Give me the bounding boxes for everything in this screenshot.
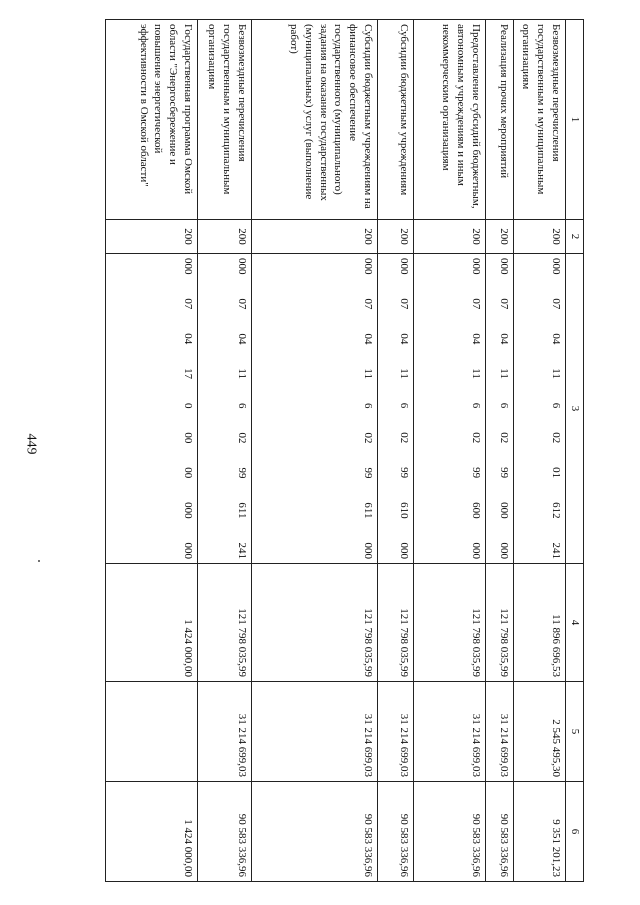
row-name: Государственная программа Омской области "Энергосбережение и повышение энергетической эффективности в Омской области"	[106, 20, 198, 220]
table-row	[514, 20, 566, 882]
row-value-6: 90 583 336,96	[414, 782, 486, 882]
scan-speck	[38, 560, 40, 562]
row-name: Реализация прочих мероприятий	[486, 20, 514, 220]
row-classification: 000 07 04 17 0 00 00 000 000	[106, 254, 198, 564]
row-value-4: 1 424 000,00	[106, 564, 198, 682]
row-code: 200	[198, 220, 252, 254]
row-value-6: 9 351 201,23	[514, 782, 566, 882]
row-value-4: 121 798 035,99	[198, 564, 252, 682]
row-value-5: 31 214 699,03	[378, 682, 414, 782]
header-col-4: 4	[566, 564, 584, 682]
table-row	[252, 20, 378, 882]
row-value-5	[106, 682, 198, 782]
row-value-4: 11 896 696,53	[514, 564, 566, 682]
row-value-6: 90 583 336,96	[486, 782, 514, 882]
row-value-5: 31 214 699,03	[414, 682, 486, 782]
budget-table	[105, 19, 584, 882]
header-col-3: 3	[566, 254, 584, 564]
row-classification: 000 07 04 11 6 02 99 610 000	[378, 254, 414, 564]
row-classification: 000 07 04 11 6 02 01 612 241	[514, 254, 566, 564]
table-row	[106, 20, 198, 882]
row-code: 200	[414, 220, 486, 254]
header-row	[566, 20, 584, 882]
header-col-1: 1	[566, 20, 584, 220]
row-value-6: 90 583 336,96	[252, 782, 378, 882]
row-value-4: 121 798 035,99	[414, 564, 486, 682]
header-col-6: 6	[566, 782, 584, 882]
row-classification: 000 07 04 11 6 02 99 600 000	[414, 254, 486, 564]
row-name: Предоставление субсидий бюджетным, автономным учреждениям и иным некоммерческим организациям	[414, 20, 486, 220]
row-value-5: 31 214 699,03	[252, 682, 378, 782]
rotated-table-container	[72, 19, 584, 881]
table-row	[414, 20, 486, 882]
row-value-5: 31 214 699,03	[486, 682, 514, 782]
row-value-6: 1 424 000,00	[106, 782, 198, 882]
row-code: 200	[252, 220, 378, 254]
row-classification: 000 07 04 11 6 02 99 611 000	[252, 254, 378, 564]
page-number: 449	[23, 433, 39, 455]
header-col-2: 2	[566, 220, 584, 254]
row-classification: 000 07 04 11 6 02 99 000 000	[486, 254, 514, 564]
row-code: 200	[378, 220, 414, 254]
row-value-4: 121 798 035,99	[486, 564, 514, 682]
row-value-4: 121 798 035,99	[252, 564, 378, 682]
row-name: Безвозмездные перечисления государственным и муниципальным организациям	[514, 20, 566, 220]
row-classification: 000 07 04 11 6 02 99 611 241	[198, 254, 252, 564]
table-row	[378, 20, 414, 882]
row-value-5: 31 214 699,03	[198, 682, 252, 782]
table-row	[198, 20, 252, 882]
row-value-4: 121 798 035,99	[378, 564, 414, 682]
row-code: 200	[486, 220, 514, 254]
row-name: Безвозмездные перечисления государственным и муниципальным организациям	[198, 20, 252, 220]
table-row	[486, 20, 514, 882]
row-name: Субсидии бюджетным учреждениям на финансовое обеспечение государственного (муниципального) задания на оказание государственных (муниципальных) услуг (выполнение работ)	[252, 20, 378, 220]
row-value-6: 90 583 336,96	[198, 782, 252, 882]
header-col-5: 5	[566, 682, 584, 782]
row-code: 200	[106, 220, 198, 254]
row-value-5: 2 545 495,30	[514, 682, 566, 782]
row-name: Субсидии бюджетным учреждениям	[378, 20, 414, 220]
row-value-6: 90 583 336,96	[378, 782, 414, 882]
row-code: 200	[514, 220, 566, 254]
